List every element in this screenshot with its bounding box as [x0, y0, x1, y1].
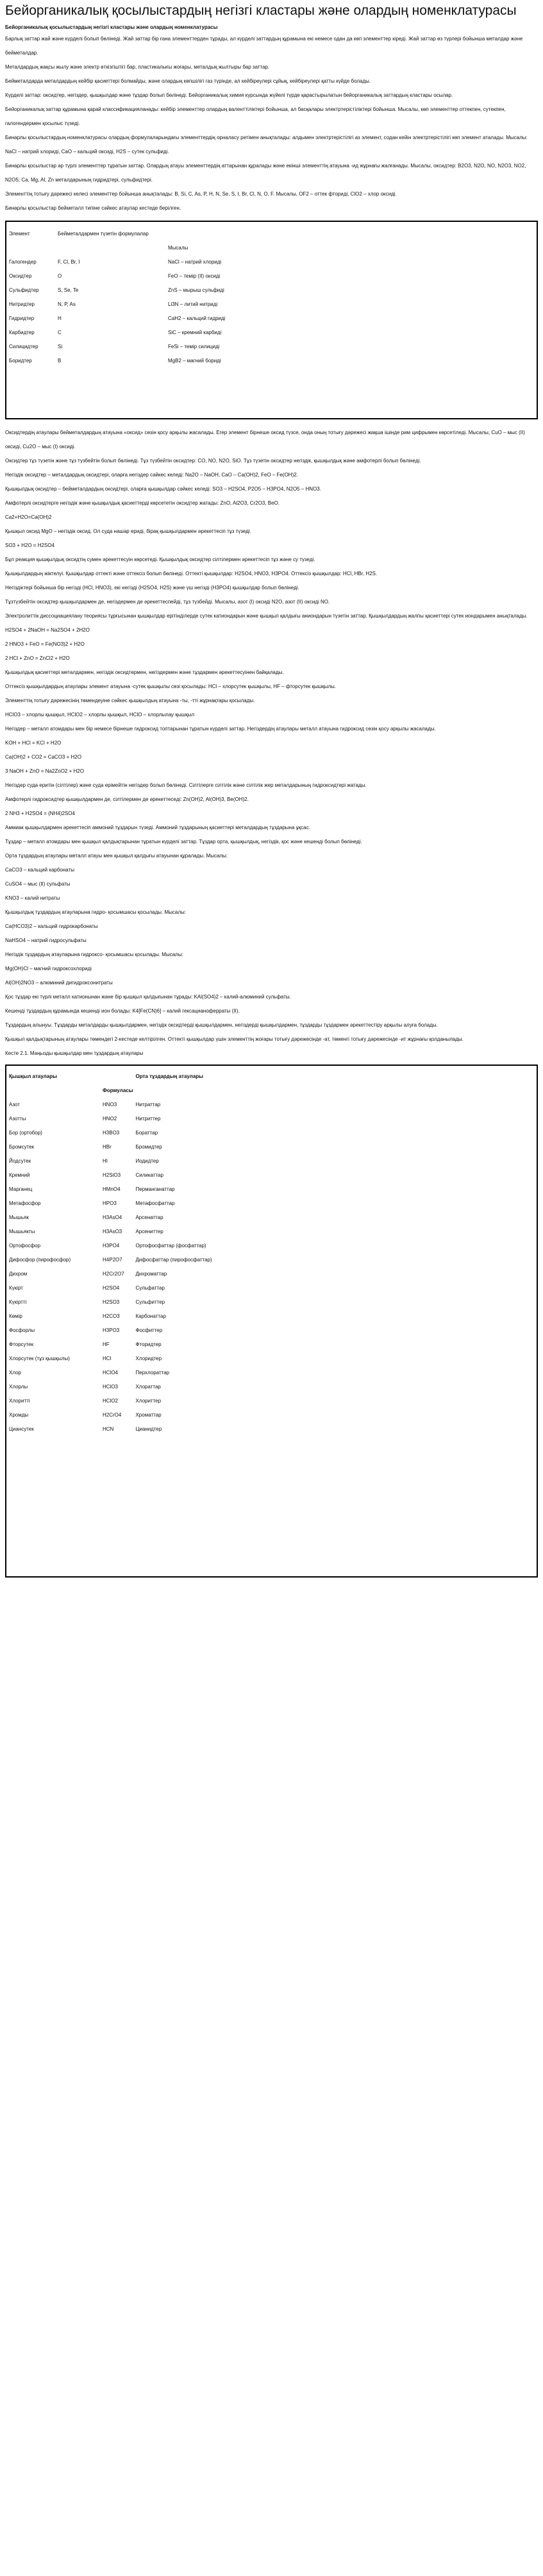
table-header-cell: Орта тұздардың атаулары: [135, 1073, 203, 1079]
table-header-cell: [103, 1070, 135, 1084]
body-paragraph: Тұздар – металл атомдары мен қышқыл қалдықтарынан тұратын күрделі заттар. Тұздар орта, қышқылдық, негіздік, қос және кешенді болып бөлінеді.: [5, 839, 362, 845]
body-paragraph: Mg(OH)Cl – магний гидроксохлориді: [5, 966, 92, 972]
table-cell: H2SO3: [103, 1299, 120, 1305]
table-cell: Бромидтер: [135, 1144, 162, 1150]
body-paragraph: SO3 + H2O = H2SO4: [5, 543, 54, 548]
body-paragraph: NaHSO4 – натрий гидросульфаты: [5, 938, 87, 943]
body-paragraph: Қышқылдық оксидтер – бейметалдардың оксидтері, оларға қышқылдар сәйкес келеді: SO3 – H2SO4, P2O5 – H3PO4, N2O5 – HNO3.: [5, 486, 321, 492]
table-cell: HNO3: [103, 1102, 117, 1107]
body-paragraph: Кесте 2.1. Маңызды қышқылдар мен тұздардың атаулары: [5, 1050, 144, 1056]
table-row: [9, 269, 228, 283]
table-cell: Силикаттар: [135, 1172, 163, 1178]
table-row: [9, 1168, 215, 1183]
table-row: [9, 1239, 215, 1253]
table-cell: Перманганаттар: [135, 1186, 175, 1192]
table-row: [9, 1408, 215, 1422]
table-cell: Хлорлы: [9, 1384, 28, 1390]
body-paragraph: 2 NH3 + H2SO4 = (NH4)2SO4: [5, 811, 75, 816]
table-row: [9, 312, 228, 326]
body-paragraph: Қышқылдардың жіктелуі. Қышқылдар оттекті және оттексіз болып бөлінеді. Оттекті қышқылдар: H2SO4, HNO3, H3PO4. Оттексіз қышқылдар: HCl, HBr, H2S.: [5, 571, 378, 577]
table-cell: Боридтер: [9, 358, 32, 364]
table-cell: Цианидтер: [135, 1426, 162, 1432]
table-row: [9, 1140, 215, 1154]
table-cell: Дифосфаттар (пирофосфаттар): [135, 1257, 212, 1263]
table-cell: HClO3: [103, 1384, 119, 1390]
table-cell: Бромсутек: [9, 1144, 35, 1150]
table-cell: H2SiO3: [103, 1172, 121, 1178]
table-header-cell: [9, 241, 58, 255]
intro-section: [5, 32, 538, 215]
table-cell: Фосфорлы: [9, 1327, 35, 1333]
table-cell: Оксидтер: [9, 273, 32, 279]
table-cell: H2Cr2O7: [103, 1271, 124, 1277]
body-paragraph: CuSO4 – мыс (II) сульфаты: [5, 881, 71, 887]
table-cell: HCl: [103, 1356, 112, 1361]
binary-compounds-table: [5, 221, 538, 419]
intro-paragraph: Бейорганикалық заттар құрамына қарай классификацияланады: кейбір элементтер олардың валенттіліктері бойынша, ал басқалары электртерістіліктері бойынша. Мысалы, көп элементтер оттекпен, сутекпен, галогендермен қосылыс түзеді.: [5, 106, 506, 126]
body-paragraph: KNO3 – калий нитраты: [5, 895, 60, 901]
table-cell: Сульфиттер: [135, 1299, 165, 1305]
body-paragraph: Аммиак қышқылдармен әрекеттесіп аммоний тұздарын түзеді. Аммоний тұздарының қасиеттері металдардың тұздарына ұқсас.: [5, 825, 310, 830]
table-row: [9, 1309, 215, 1324]
table-row: [9, 1352, 215, 1366]
table-row: [9, 1338, 215, 1352]
table-cell: Хлорсутек (тұз қышқылы): [9, 1356, 70, 1361]
table-cell: H4P2O7: [103, 1257, 122, 1263]
body-paragraph: Негіздер – металл атомдары мен бір немесе бірнеше гидроксид топтарынан тұратын күрделі заттар. Негіздердің атаулары металл атауына гидроксид сөзін қосу арқылы жасалады.: [5, 726, 436, 732]
body-paragraph: Оксидтердің атаулары бейметалдардың атауына «оксид» сөзін қосу арқылы жасалады. Егер элемент бірнеше оксид түзсе, онда оның тотығу дәрежесі жақша ішінде рим цифрымен көрсетіледі. Мысалы, CuO – мыс (II) оксиді, Cu2O – мыс (I) оксиді.: [5, 430, 525, 450]
table-row: [9, 326, 228, 340]
table-cell: HNO2: [103, 1116, 117, 1122]
table-row: [9, 1154, 215, 1168]
table-cell: Ортофосфаттар (фосфаттар): [135, 1243, 206, 1249]
table-cell: F, Cl, Br, I: [58, 259, 80, 265]
table-cell: H: [58, 316, 62, 321]
table-cell: Циансутек: [9, 1426, 34, 1432]
body-paragraph: Электролиттік диссоциациялану теориясы тұрғысынан қышқылдар ерітінділерде сутек катиондарын және қышқыл қалдығы аниондарын түзетін заттар. Қышқылдардың жалпы қасиеттері сутек иондарымен анықталады.: [5, 613, 528, 619]
table-cell: Азотты: [9, 1116, 26, 1122]
body-paragraph: Ca(HCO3)2 – кальций гидрокарбонаты: [5, 923, 98, 929]
body-paragraph: Орта тұздардың атаулары металл атауы мен қышқыл қалдығы атауынан құралады. Мысалы:: [5, 853, 228, 859]
table-cell: Карбидтер: [9, 330, 35, 335]
table-cell: Si: [58, 344, 63, 349]
table-header-cell: [135, 1084, 214, 1098]
table-row: [9, 340, 228, 354]
table-row: [9, 1225, 215, 1239]
table-cell: Li3N – литий нитриді: [168, 301, 218, 307]
body-paragraph: Тұзтүзбейтін оксидтер қышқылдармен де, негіздермен де әрекеттеспейді, тұз түзбейді. Мысалы, азот (I) оксиді N2O, азот (II) оксиді NO.: [5, 599, 330, 605]
table-cell: C: [58, 330, 62, 335]
table-header-cell: Мысалы: [168, 245, 188, 251]
table-row: [9, 283, 228, 298]
body-paragraph: Ca2+H2O=Ca(OH)2: [5, 514, 52, 520]
table-cell: Ортофосфор: [9, 1243, 41, 1249]
table-cell: Сульфаттар: [135, 1285, 165, 1291]
table-row: [9, 1324, 215, 1338]
table-cell: H3PO4: [103, 1243, 120, 1249]
body-paragraph: Негіздік тұздардың атауларына гидроксо- қосымшасы қосылады. Мысалы:: [5, 952, 183, 957]
intro-paragraph: Барлық заттар жай және күрделі болып бөлінеді. Жай заттар бір ғана элементтерден тұрады, ал күрделі заттардың құрамына екі немесе одан да көп элементтер кіреді. Жай заттар өз түрлері бойынша металдар және бейметалдар.: [5, 36, 523, 56]
table-header-row: [9, 227, 228, 241]
table-header-cell: Қышқыл атаулары: [9, 1073, 57, 1079]
table-cell: H3AsO4: [103, 1215, 122, 1220]
intro-paragraph: Бейметалдарда металдардың кейбір қасиеттері болмайды, және олардың көпшілігі газ түрінде, ал кейбіреулері сұйық, кейбіреулері қатты күйде болады.: [5, 78, 371, 84]
table-cell: Бораттар: [135, 1130, 158, 1136]
table-header-cell: [168, 227, 228, 241]
table-cell: Дихроматтар: [135, 1271, 167, 1277]
body-paragraph: Амфотерлі гидроксидтер қышқылдармен де, сілтілермен де әрекеттеседі: Zn(OH)2, Al(OH)3, Be(OH)2.: [5, 796, 249, 802]
table-cell: FeO – темір (II) оксиді: [168, 273, 221, 279]
table-row: [9, 1267, 215, 1281]
document-subtitle: Бейорганикалық қосылыстардың негізгі кластары және олардың номенклатурасы: [5, 24, 218, 30]
table-cell: Нитридтер: [9, 301, 35, 307]
table-header-row: [9, 241, 228, 255]
table-row: [9, 1197, 215, 1211]
table-cell: H3AsO3: [103, 1229, 122, 1234]
table-header-cell: [9, 1084, 103, 1098]
table-cell: Хлоридтер: [135, 1356, 162, 1361]
table-header-row: [9, 1070, 215, 1084]
body-paragraph: Кешенді тұздардың құрамында кешенді ион болады: K4[Fe(CN)6] – калий гексацианоферраты (II).: [5, 1008, 240, 1014]
table-cell: Гидридтер: [9, 316, 35, 321]
table-cell: Хлораттар: [135, 1384, 161, 1390]
body-paragraph: KOH + HCl = KCl + H2O: [5, 740, 62, 746]
table-row: [9, 1183, 215, 1197]
body-paragraph: Бұл реакция қышқылдық оксидтің сумен әрекеттесуін көрсетеді. Қышқылдық оксидтер сілтілермен әрекеттесіп тұз және су түзеді.: [5, 557, 315, 562]
table-cell: Күкірт: [9, 1285, 23, 1291]
table-cell: Көмір: [9, 1313, 22, 1319]
table-cell: Фторсутек: [9, 1342, 34, 1347]
body-paragraph: CaCO3 – кальций карбонаты: [5, 867, 74, 873]
table-cell: CaH2 – кальций гидриді: [168, 316, 226, 321]
table-cell: HI: [103, 1158, 108, 1164]
intro-paragraph: Бинарлы қосылыстар бейметалл типіне сәйкес атаулар кестеде берілген.: [5, 205, 181, 211]
intro-paragraph: Бинарлы қосылыстар әр түрлі элементтер тұратын заттар. Олардың атауы элементтердің аттарынан құралады және екінші элементтің атауына -ид жұрнағы жалғанады. Мысалы, оксидтер: B2O3, N2O, NO, N2O3, NO2, N2O5; Ca, Mg, Al, Zn металдарының гидридтері, сульфидтері.: [5, 163, 526, 183]
body-section: [5, 426, 538, 1061]
table-cell: Метафосфор: [9, 1200, 41, 1206]
table-cell: Хлор: [9, 1370, 21, 1376]
table-row: [9, 1211, 215, 1225]
table-cell: Хроматтар: [135, 1412, 162, 1418]
table-cell: Метафосфаттар: [135, 1200, 175, 1206]
table-row: [9, 1126, 215, 1140]
table-cell: HF: [103, 1342, 110, 1347]
table-header-row: [9, 1084, 215, 1098]
table-cell: H2SO4: [103, 1285, 120, 1291]
table-cell: H3PO3: [103, 1327, 120, 1333]
table-row: [9, 354, 228, 368]
table-cell: Хромды: [9, 1412, 29, 1418]
table-cell: Сульфидтер: [9, 287, 39, 293]
table-cell: H2CO3: [103, 1313, 120, 1319]
table-cell: B: [58, 358, 62, 364]
table-row: [9, 1366, 215, 1380]
table-cell: Арсенаттар: [135, 1215, 163, 1220]
table-cell: H2CrO4: [103, 1412, 122, 1418]
body-paragraph: Оттексіз қышқылдардың атаулары элемент атауына -сутек қышқылы сөзі қосылады: HCl – хлорсутек қышқылы, HF – фторсутек қышқылы.: [5, 684, 337, 689]
table-cell: Фторидтер: [135, 1342, 162, 1347]
table-cell: SiC – кремний карбиді: [168, 330, 222, 335]
table-cell: Мышьяк: [9, 1215, 29, 1220]
intro-paragraph: Металдардың жақсы жылу және электр өткізгіштігі бар, пластикалығы жоғары, металдық жылтыры бар заттар.: [5, 64, 270, 70]
table-cell: HClO2: [103, 1398, 119, 1404]
table-cell: HPO3: [103, 1200, 117, 1206]
body-paragraph: Қышқылдық тұздардың атауларына гидро- қосымшасы қосылады. Мысалы:: [5, 909, 186, 915]
body-paragraph: Al(OH)2NO3 – алюминий дигидроксонитраты: [5, 980, 113, 986]
table-cell: Галогендер: [9, 259, 37, 265]
table-row: [9, 298, 228, 312]
table-cell: Марганец: [9, 1186, 33, 1192]
table-cell: Хлоритті: [9, 1398, 30, 1404]
table-cell: MgB2 – магний бориді: [168, 358, 221, 364]
body-paragraph: Негіздер суда еритін (сілтілер) және суда ерімейтін негіздер болып бөлінеді. Сілтілерге сілтілік және сілтілік жер металдарының гидроксидтері жатады.: [5, 782, 367, 788]
table-cell: Мышьякты: [9, 1229, 35, 1234]
body-paragraph: Амфотерлі оксидтерге негіздік және қышқылдық қасиеттерді көрсететін оксидтер жатады: ZnO, Al2O3, Cr2O3, BeO.: [5, 500, 280, 506]
table-cell: Фосфиттер: [135, 1327, 163, 1333]
table-header-cell: Элемент: [9, 231, 30, 237]
table-header-cell: Бейметалдармен түзетін формулалар: [58, 231, 149, 237]
table-cell: Нитраттар: [135, 1102, 161, 1107]
table-row: [9, 1098, 215, 1112]
body-paragraph: Ca(OH)2 + CO2 = CaCO3 + H2O: [5, 754, 81, 760]
table-cell: HMnO4: [103, 1186, 121, 1192]
table-cell: Нитриттер: [135, 1116, 161, 1122]
body-paragraph: Қышқыл оксид MgO – негіздік оксид. Ол суда нашар ериді, бірақ қышқылдармен әрекеттесіп тұз түзеді.: [5, 528, 251, 534]
table-cell: S, Se, Te: [58, 287, 79, 293]
intro-paragraph: Бинарлы қосылыстардың номенклатурасы олардың формулаларындағы элементтердің орналасу ретімен анықталады: алдымен электртерістілігі аз элемент, содан кейін электртерістілігі көп элемент аталады. Мысалы: NaCl – натрий хлориді, CaO – кальций оксиді, H2S – сутек сульфиді.: [5, 135, 528, 155]
table-cell: O: [58, 273, 62, 279]
table-cell: Арсениттер: [135, 1229, 163, 1234]
body-paragraph: Тұздардың алынуы. Тұздарды металдарды қышқылдармен, негіздік оксидтерді қышқылдармен, негіздерді қышқылдармен, тұздарды тұздармен әрекеттестіру арқылы алуға болады.: [5, 1022, 438, 1028]
table-header-cell: [58, 241, 168, 255]
page-title: Бейорганикалық қосылыстардың негізгі кластары және олардың номенклатурасы: [5, 3, 517, 18]
table-cell: ZnS – мырыш сульфиді: [168, 287, 224, 293]
body-paragraph: 2 HCl + ZnO = ZnCl2 + H2O: [5, 655, 70, 661]
table-row: [9, 1253, 215, 1267]
table-cell: Дихром: [9, 1271, 28, 1277]
table-row: [9, 1394, 215, 1408]
table-cell: Перхлораттар: [135, 1370, 170, 1376]
table-row: [9, 255, 228, 269]
table-row: [9, 1112, 215, 1126]
acids-salts-table: [5, 1065, 538, 1578]
body-paragraph: Қос тұздар екі түрлі металл катионынан және бір қышқыл қалдығынан тұрады: KAl(SO4)2 – калий-алюминий сульфаты.: [5, 994, 291, 1000]
table-cell: Кремний: [9, 1172, 30, 1178]
body-paragraph: Негіздік оксидтер – металдардың оксидтері, оларға негіздер сәйкес келеді: Na2O – NaOH, CaO – Ca(OH)2, FeO – Fe(OH)2.: [5, 472, 298, 478]
body-paragraph: 3 NaOH + ZnO = Na2ZnO2 + H2O: [5, 768, 84, 774]
body-paragraph: Элементтің тотығу дәрежесінің төмендеуіне сәйкес қышқылдың атауына -ты, -тті жұрнақтары қосылады.: [5, 698, 255, 703]
table-cell: Бор (ортобор): [9, 1130, 42, 1136]
body-paragraph: 2 HNO3 + FeO = Fe(NO3)2 + H2O: [5, 641, 85, 647]
table-row: [9, 1295, 215, 1309]
table-header-cell: Формуласы: [103, 1088, 133, 1093]
table-cell: H3BO3: [103, 1130, 120, 1136]
table-cell: Азот: [9, 1102, 20, 1107]
table-cell: Хлориттер: [135, 1398, 162, 1404]
table-row: [9, 1281, 215, 1295]
table-cell: Карбонаттар: [135, 1313, 166, 1319]
body-paragraph: Негіздіктері бойынша бір негізді (HCl, HNO3), екі негізді (H2SO4, H2S) және үш негізді (H3PO4) қышқылдар болып бөлінеді.: [5, 585, 299, 591]
table-cell: Дифосфор (пирофосфор): [9, 1257, 71, 1263]
body-paragraph: Қышқыл қалдықтарының атаулары төмендегі 2-кестеде келтірілген. Оттекті қышқылдар үшін элементтің жоғары тотығу дәрежесінде -ат, төменгі тотығу дәрежесінде -ит жұрнағы қолданылады.: [5, 1036, 464, 1042]
table-cell: Силицидтер: [9, 344, 38, 349]
body-paragraph: HClO3 – хлорлы қышқыл, HClO2 – хлорлы қышқыл, HClO – хлорлылау қышқыл: [5, 712, 194, 718]
table-row: [9, 1422, 215, 1436]
body-paragraph: Қышқылдық қасиеттері металдармен, негіздік оксидтермен, негіздермен және тұздармен әрекеттесуінен байқалады.: [5, 669, 284, 675]
table-cell: Йодсутек: [9, 1158, 31, 1164]
table-cell: FeSi – темір силициді: [168, 344, 220, 349]
intro-paragraph: Күрделі заттар: оксидтер, негіздер, қышқылдар және тұздар болып бөлінеді. Бейорганикалық химия курсында жүйелі түрде қарастырылатын бейорганикалық заттардың кластары осылар.: [5, 92, 453, 98]
table-row: [9, 1380, 215, 1394]
table-cell: HCN: [103, 1426, 114, 1432]
table-cell: NaCl – натрий хлориді: [168, 259, 222, 265]
body-paragraph: H2SO4 + 2NaOH = Na2SO4 + 2H2O: [5, 627, 90, 633]
body-paragraph: Оксидтер тұз түзетін және тұз түзбейтін болып бөлінеді. Тұз түзбейтін оксидтер: CO, NO, N2O, SiO. Тұз түзетін оксидтер негіздік, қышқылдық және амфотерлі болып бөлінеді.: [5, 458, 421, 464]
table-cell: HBr: [103, 1144, 112, 1150]
table-cell: Күкіртті: [9, 1299, 27, 1305]
table-cell: HClO4: [103, 1370, 119, 1376]
table-cell: Иодидтер: [135, 1158, 159, 1164]
table-cell: N, P, As: [58, 301, 76, 307]
intro-paragraph: Элементтің тотығу дәрежесі келесі элементтер бойынша анықталады: B, Si, C, As, P, H, N, Se, S, I, Br, Cl, N, O, F. Мысалы, OF2 – оттек фториді, ClO2 – хлор оксиді.: [5, 191, 397, 197]
